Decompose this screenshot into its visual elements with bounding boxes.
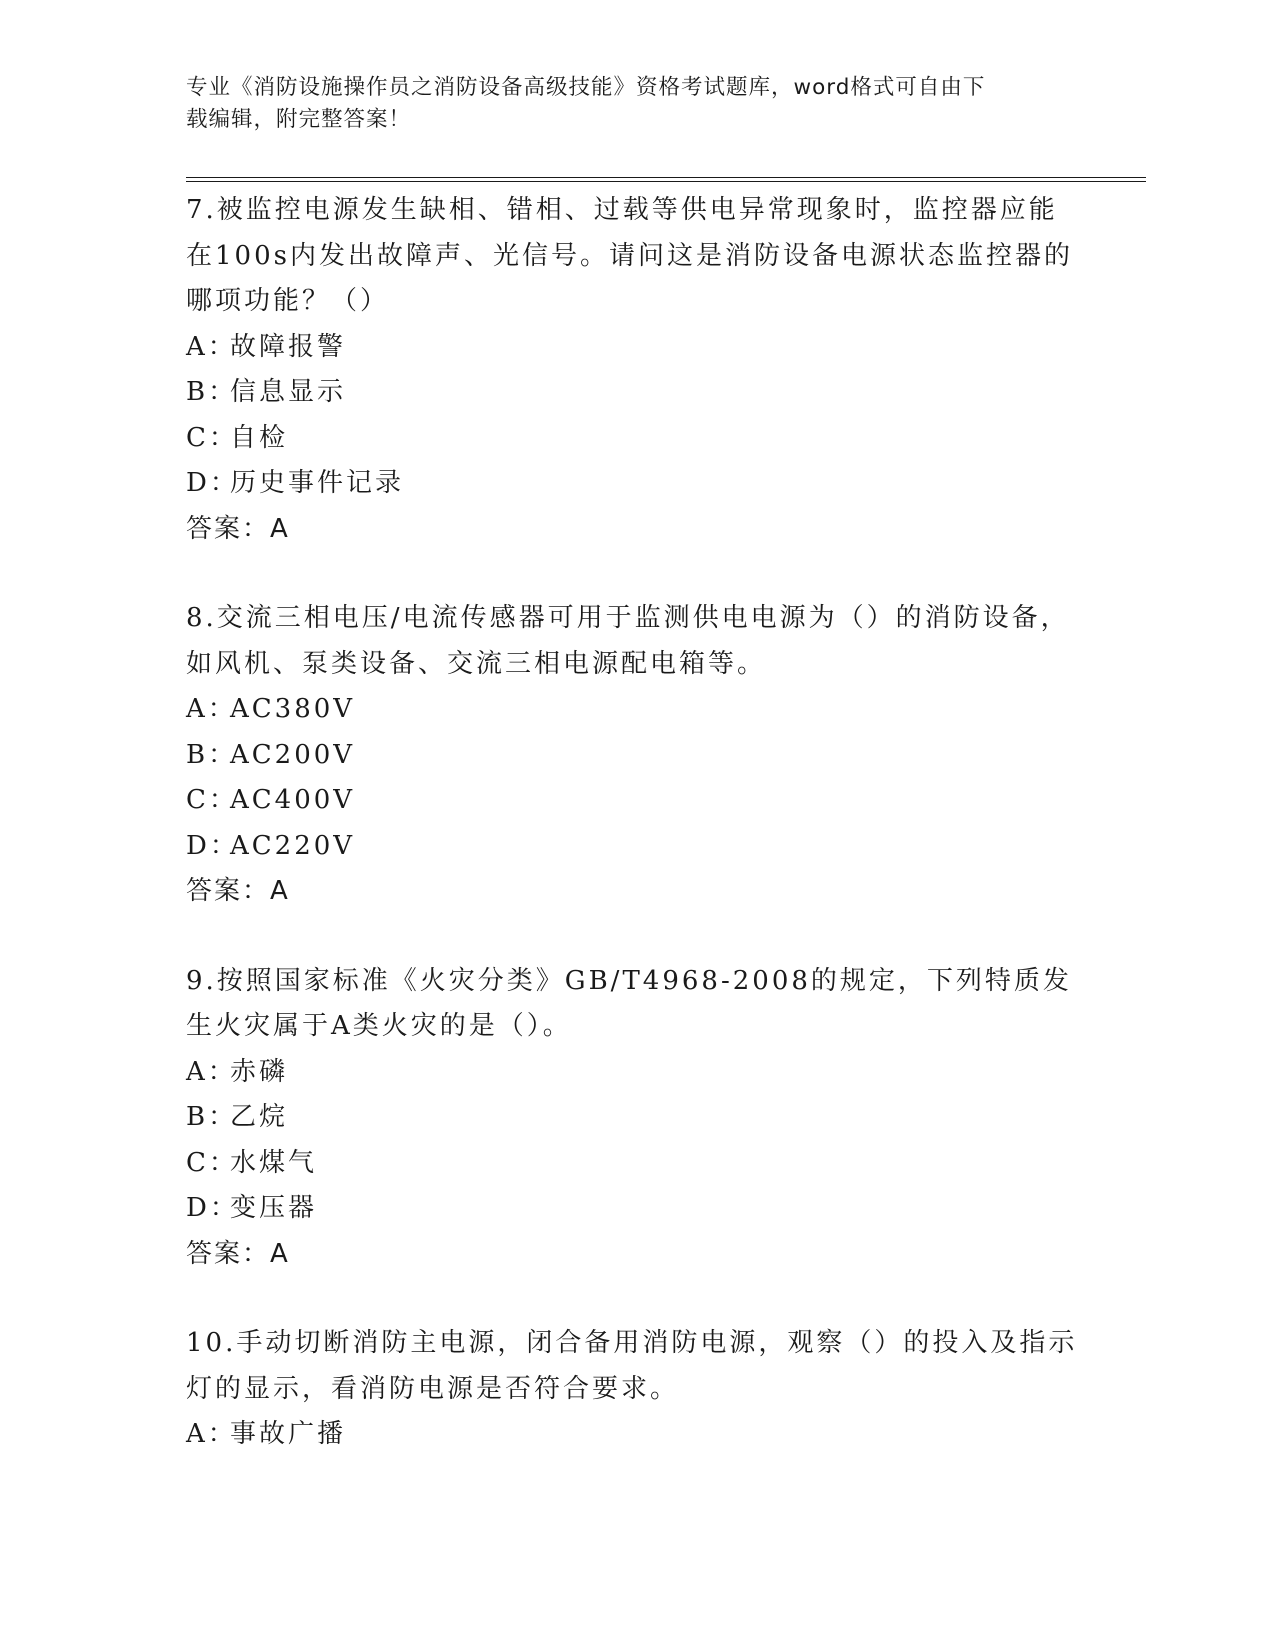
question-7	[186, 188, 1086, 552]
option-c	[186, 416, 1086, 462]
option-key: B：	[186, 739, 238, 770]
option-d	[186, 1186, 1086, 1232]
question-text: 9.按照国家标准《火灾分类》GB/T4968-2008的规定，下列特质发生火灾属于A类火灾的是（）。	[186, 965, 1072, 1041]
option-text: AC200V	[230, 739, 356, 770]
option-c	[186, 778, 1086, 824]
option-d	[186, 461, 1086, 507]
option-a	[186, 687, 1086, 733]
option-text: 事故广播	[230, 1419, 347, 1449]
option-b	[186, 370, 1086, 416]
option-b	[186, 733, 1086, 779]
option-text: 故障报警	[230, 331, 347, 362]
header-line-2: 载编辑，附完整答案！	[186, 107, 412, 132]
option-key: C：	[186, 785, 238, 815]
option-text: 自检	[230, 422, 289, 453]
option-key: D：	[186, 830, 239, 861]
option-key: A：	[186, 1056, 237, 1087]
question-text: 8.交流三相电压/电流传感器可用于监测供电电源为（）的消防设备，如风机、泵类设备、交流三相电源配电箱等。	[186, 603, 1070, 679]
option-a	[186, 1412, 1086, 1458]
option-a	[186, 325, 1086, 371]
option-b	[186, 1095, 1086, 1141]
answer-line: 答案：A	[186, 876, 290, 906]
option-a	[186, 1050, 1086, 1096]
option-key: B：	[186, 1102, 238, 1132]
option-key: B：	[186, 377, 238, 407]
question-list	[186, 188, 1086, 1502]
option-c	[186, 1141, 1086, 1187]
option-text: 赤磷	[230, 1056, 289, 1087]
header-divider-bottom	[186, 181, 1146, 182]
header-divider-top	[186, 177, 1146, 178]
option-key: C：	[186, 422, 238, 453]
document-header	[186, 72, 1066, 136]
option-key: A：	[186, 694, 237, 724]
question-10	[186, 1321, 1086, 1458]
question-8	[186, 596, 1086, 915]
option-key: A：	[186, 331, 237, 362]
option-text: AC400V	[230, 785, 356, 815]
option-text: 水煤气	[230, 1147, 318, 1178]
question-text: 7.被监控电源发生缺相、错相、过载等供电异常现象时，监控器应能在100s内发出故障声、光信号。请问这是消防设备电源状态监控器的哪项功能？（）	[186, 195, 1073, 316]
option-text: AC380V	[230, 694, 356, 724]
option-text: 乙烷	[230, 1102, 289, 1132]
option-key: D：	[186, 468, 239, 498]
option-key: C：	[186, 1147, 238, 1178]
option-text: 信息显示	[230, 377, 347, 407]
option-text: 变压器	[230, 1193, 318, 1223]
option-text: 历史事件记录	[230, 468, 405, 498]
question-text: 10.手动切断消防主电源，闭合备用消防电源，观察（）的投入及指示灯的显示，看消防电源是否符合要求。	[186, 1328, 1078, 1404]
option-d	[186, 824, 1086, 870]
option-key: D：	[186, 1193, 239, 1223]
answer-line: 答案：A	[186, 1238, 290, 1269]
header-line-1: 专业《消防设施操作员之消防设备高级技能》资格考试题库，word格式可自由下	[186, 75, 986, 100]
option-key: A：	[186, 1419, 237, 1449]
question-9	[186, 959, 1086, 1278]
option-text: AC220V	[230, 830, 356, 861]
answer-line: 答案：A	[186, 513, 290, 544]
